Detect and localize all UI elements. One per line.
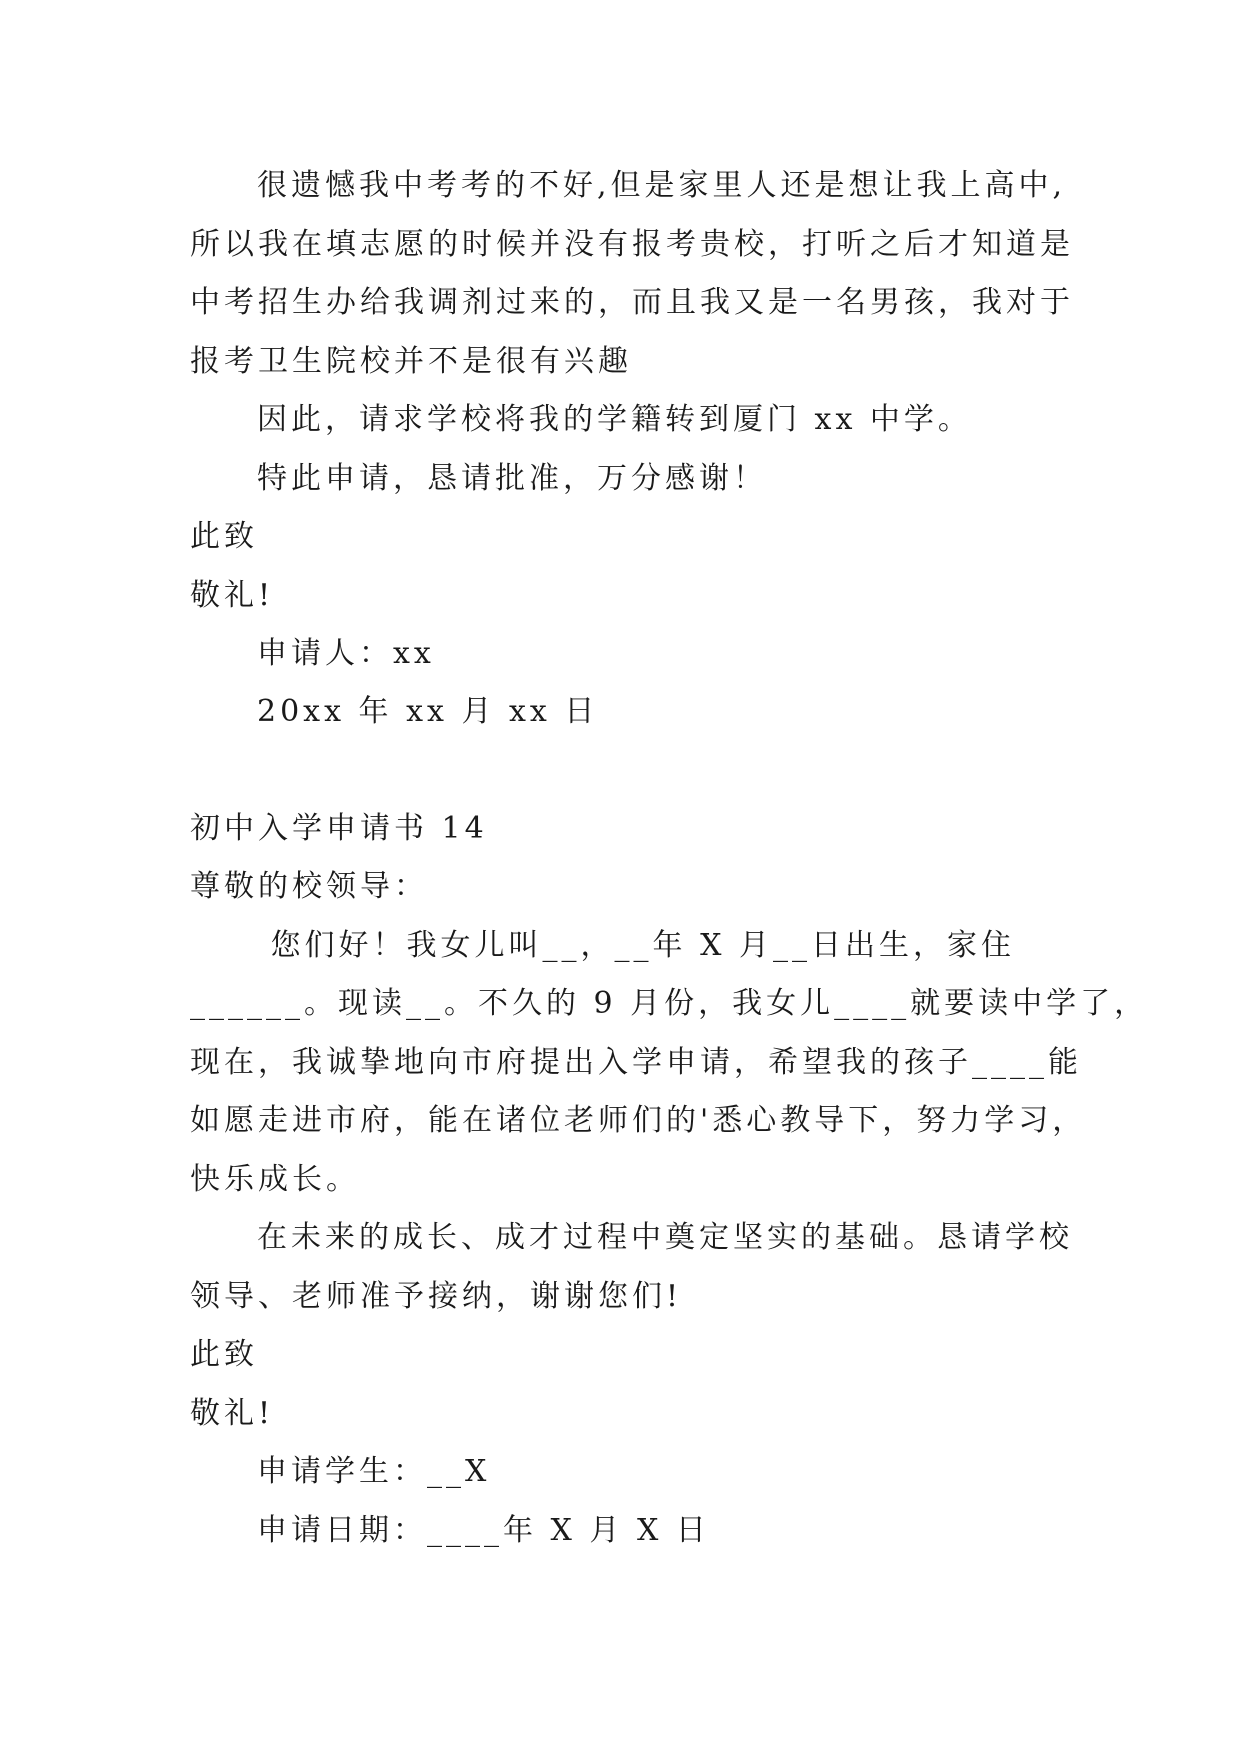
paragraph-line: 很遗憾我中考考的不好,但是家里人还是想让我上高中,: [257, 168, 1067, 203]
paragraph-line: 在未来的成长、成才过程中奠定坚实的基础。恳请学校: [257, 1220, 1073, 1255]
paragraph-line: 中考招生办给我调剂过来的，而且我又是一名男孩，我对于: [190, 285, 1074, 320]
paragraph-line: ______。现读__。不久的 9 月份，我女儿____就要读中学了，: [190, 986, 1149, 1021]
closing-line: 敬礼!: [190, 1396, 275, 1431]
paragraph-line: 现在，我诚挚地向市府提出入学申请，希望我的孩子____能: [190, 1045, 1082, 1080]
section-title: 初中入学申请书 14: [190, 811, 488, 846]
paragraph-line: 如愿走进市府，能在诸位老师们的'悉心教导下，努力学习，: [190, 1103, 1087, 1138]
closing-line: 此致: [190, 1337, 258, 1372]
paragraph-line: 因此，请求学校将我的学籍转到厦门 xx 中学。: [257, 402, 972, 437]
paragraph-line: 所以我在填志愿的时候并没有报考贵校，打听之后才知道是: [190, 227, 1074, 262]
paragraph-line: 领导、老师准予接纳，谢谢您们!: [190, 1279, 683, 1314]
signature-line: 申请学生：__X: [257, 1454, 491, 1489]
salutation: 尊敬的校领导：: [190, 869, 428, 904]
paragraph-line: 特此申请，恳请批准，万分感谢！: [257, 461, 767, 496]
closing-line: 此致: [190, 519, 258, 554]
date-line: 20xx 年 xx 月 xx 日: [257, 694, 599, 729]
paragraph-line: 您们好！我女儿叫__，__年 X 月__日出生，家住: [257, 928, 1015, 963]
paragraph-line: 快乐成长。: [190, 1162, 360, 1197]
date-line: 申请日期：____年 X 月 X 日: [257, 1513, 710, 1548]
signature-line: 申请人：xx: [257, 636, 435, 671]
paragraph-line: 报考卫生院校并不是很有兴趣: [190, 344, 632, 379]
closing-line: 敬礼!: [190, 578, 275, 613]
